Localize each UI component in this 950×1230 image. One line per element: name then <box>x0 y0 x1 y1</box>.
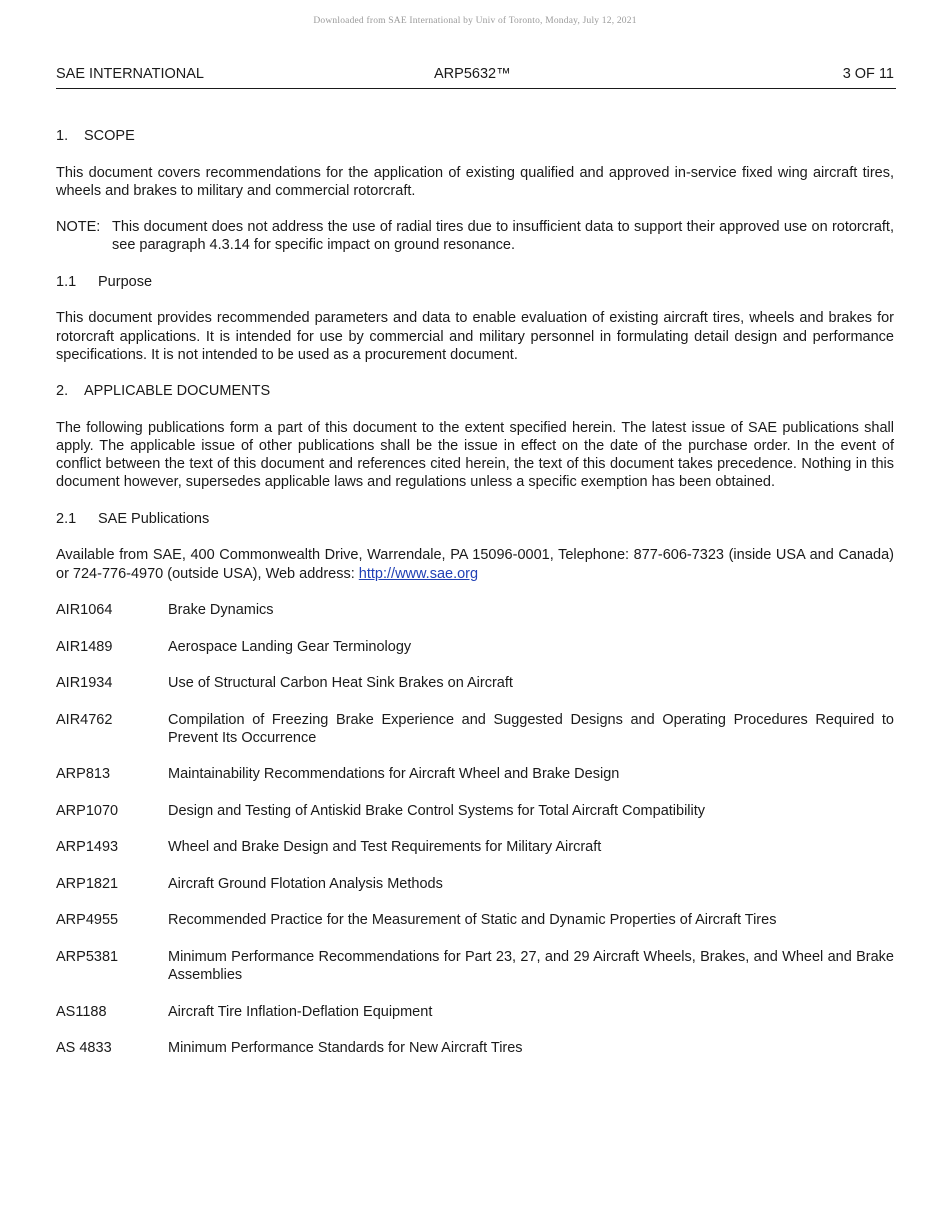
reference-code: AIR1064 <box>56 602 113 619</box>
reference-item <box>56 1039 894 1057</box>
reference-title: Brake Dynamics <box>168 602 274 619</box>
section-number: 2. <box>56 383 69 400</box>
reference-code: ARP4955 <box>56 912 119 929</box>
download-watermark: Downloaded from SAE International by Univ of Toronto, Monday, July 12, 2021 <box>313 16 637 26</box>
reference-item <box>56 838 894 856</box>
reference-item <box>56 765 894 783</box>
section-title: APPLICABLE DOCUMENTS <box>84 383 271 400</box>
note-label: NOTE: <box>56 219 101 236</box>
reference-item <box>56 802 894 820</box>
reference-title: Maintainability Recommendations for Aircraft Wheel and Brake Design <box>168 766 620 783</box>
reference-title: Design and Testing of Antiskid Brake Control Systems for Total Aircraft Compatibility <box>168 802 706 819</box>
reference-title: Compilation of Freezing Brake Experience and Suggested Designs and Operating Procedures Required to Prevent Its Occurrence <box>168 711 894 746</box>
reference-item <box>56 674 894 692</box>
reference-code: ARP1821 <box>56 875 119 892</box>
reference-title: Aircraft Ground Flotation Analysis Methods <box>168 875 443 892</box>
reference-title: Use of Structural Carbon Heat Sink Brakes on Aircraft <box>168 675 513 692</box>
reference-code: ARP813 <box>56 766 111 783</box>
reference-code: AS 4833 <box>56 1040 112 1057</box>
section-heading-applicable-documents <box>56 382 894 400</box>
reference-item <box>56 711 894 747</box>
reference-code: AIR1489 <box>56 638 113 655</box>
section-number: 1.1 <box>56 273 77 290</box>
reference-item <box>56 948 894 984</box>
reference-list <box>56 601 894 1057</box>
section-number: 2.1 <box>56 510 77 527</box>
section-heading-scope <box>56 127 894 145</box>
reference-title: Aerospace Landing Gear Terminology <box>168 638 412 655</box>
scope-paragraph: This document covers recommendations for the application of existing qualified and approved in-service fixed wing aircraft tires, wheels and brakes to military and commercial rotorcraft. <box>56 164 894 199</box>
sae-website-link[interactable]: http://www.sae.org <box>358 565 479 582</box>
availability-text: Available from SAE, 400 Commonwealth Drive, Warrendale, PA 15096-0001, Telephone: 877-606-7323 (inside USA and Canada) or 724-776-4970 (outside USA), Web address: <box>56 547 894 582</box>
applicable-documents-paragraph: The following publications form a part of this document to the extent specified herein. The latest issue of SAE publications shall apply. The applicable issue of other publications shall be the issue in effect on the date of the purchase order. In the event of conflict between the text of this document and references cited herein, the text of this document takes precedence. Nothing in this document however, supersedes applicable laws and regulations unless a specific exemption has been obtained. <box>56 419 894 491</box>
reference-title: Minimum Performance Standards for New Aircraft Tires <box>168 1040 523 1057</box>
section-title: SAE Publications <box>98 510 210 527</box>
reference-code: ARP5381 <box>56 948 119 965</box>
reference-code: AIR4762 <box>56 711 113 728</box>
section-heading-sae-publications <box>56 510 894 528</box>
reference-code: ARP1493 <box>56 839 119 856</box>
reference-item <box>56 601 894 619</box>
purpose-paragraph: This document provides recommended parameters and data to enable evaluation of existing aircraft tires, wheels and brakes for rotorcraft applications. It is intended for use by commercial and military personnel in formulating detail design and performance specifications. It is not intended to be used as a procurement document. <box>56 310 894 363</box>
reference-title: Wheel and Brake Design and Test Requirements for Military Aircraft <box>168 839 602 856</box>
header-publisher: SAE INTERNATIONAL <box>56 66 204 82</box>
reference-code: AIR1934 <box>56 675 113 692</box>
document-body <box>56 127 894 1076</box>
reference-title: Minimum Performance Recommendations for Part 23, 27, and 29 Aircraft Wheels, Brakes, and Wheel and Brake Assemblies <box>168 948 894 984</box>
reference-item <box>56 638 894 656</box>
page-header <box>56 66 896 89</box>
section-number: 1. <box>56 128 69 144</box>
availability-paragraph <box>56 546 894 582</box>
reference-item <box>56 911 894 929</box>
note-text: This document does not address the use of radial tires due to insufficient data to support their approved use on rotorcraft, see paragraph 4.3.14 for specific impact on ground resonance. <box>112 219 894 254</box>
reference-title: Recommended Practice for the Measurement of Static and Dynamic Properties of Aircraft Tires <box>168 912 777 929</box>
reference-code: AS1188 <box>56 1003 107 1020</box>
scope-note <box>56 218 894 254</box>
reference-code: ARP1070 <box>56 802 119 819</box>
section-title: SCOPE <box>84 128 135 144</box>
section-heading-purpose <box>56 273 894 291</box>
reference-title: Aircraft Tire Inflation-Deflation Equipment <box>168 1003 433 1020</box>
header-page-number: 3 OF 11 <box>842 66 894 82</box>
reference-item <box>56 875 894 893</box>
section-title: Purpose <box>98 273 153 290</box>
header-document-id: ARP5632™ <box>434 66 511 82</box>
reference-item <box>56 1003 894 1021</box>
